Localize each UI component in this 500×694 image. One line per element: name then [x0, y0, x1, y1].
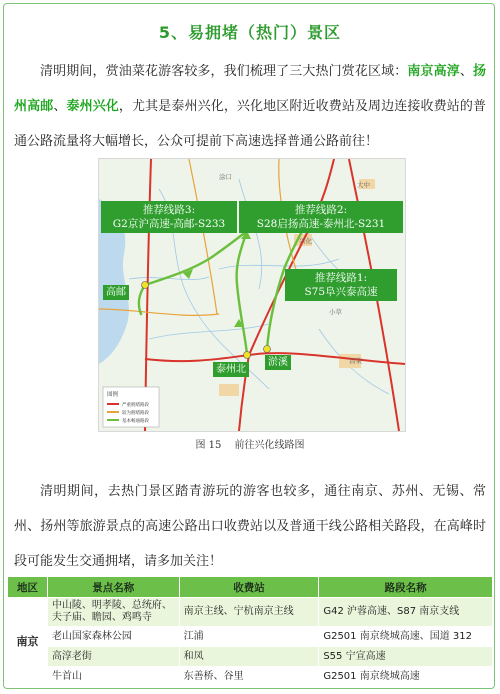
highlight-gaoyou: 扬州高邮 [14, 64, 486, 114]
table-row [8, 647, 493, 667]
route3-box [101, 201, 237, 233]
second-paragraph: 清明期间，去热门景区踏青游玩的游客也较多，通往南京、苏州、无锡、常州、扬州等旅游景点的高速公路出口收费站以及普通干线公路相关路段，在高峰时段可能发生交通拥堵，请多加关注！ [14, 484, 486, 569]
route3-title: 推荐线路3: [142, 204, 196, 216]
legend-title: 图例 [107, 392, 119, 398]
map-label-dougou: 涂口 [219, 173, 232, 181]
intro-paragraph [14, 54, 486, 159]
header-road: 路段名称 [319, 577, 493, 598]
intro-sep-1: 、 [459, 64, 473, 79]
map-legend [103, 387, 159, 427]
header-toll: 收费站 [179, 577, 319, 598]
road-cell: G2501 南京绕城高速 [319, 667, 493, 687]
table-row [8, 627, 493, 647]
header-spot: 景点名称 [47, 577, 179, 598]
intro-text-2: ，尤其是泰州兴化，兴化地区附近收费站及周边连接收费站的普通公路流量将大幅增长，公众可提前下高速选择普通公路前往！ [14, 99, 486, 149]
spot-cell: 老山国家森林公园 [47, 627, 179, 647]
map-label-xiaochao: 小草 [329, 308, 342, 316]
highlight-xinghua: 泰州兴化 [66, 99, 119, 114]
table-header-row [8, 577, 493, 598]
toll-cell: 和凤 [179, 647, 319, 667]
map-label-xinghua: 兴化 [299, 237, 312, 245]
map-label-changhe: 昌荣 [349, 357, 362, 365]
header-region: 地区 [8, 577, 48, 598]
figure-caption: 图 15 前往兴化线路图 [195, 440, 305, 451]
route1-desc: S75阜兴泰高速 [304, 286, 378, 298]
toll-cell: 东善桥、谷里 [179, 667, 319, 687]
scenic-spot-table [7, 576, 493, 687]
route2-box [239, 201, 403, 233]
table-row [8, 667, 493, 687]
road-cell: S55 宁宣高速 [319, 647, 493, 667]
spot-cell: 中山陵、明孝陵、总统府、夫子庙、瞻园、鸡鸣寺 [47, 598, 179, 627]
toll-cell: 江浦 [179, 627, 319, 647]
legend-item-severe: 严重拥堵路段 [122, 403, 149, 408]
highlight-gaochun: 南京高淳 [407, 64, 460, 79]
section-title: 5、易拥堵（热门）景区 [158, 23, 342, 42]
intro-sep-2: 、 [53, 99, 67, 114]
route3-desc: G2京沪高速-高邮-S233 [112, 218, 226, 230]
route1-title: 推荐线路1: [314, 272, 368, 284]
spot-cell: 牛首山 [47, 667, 179, 687]
route-map [98, 158, 406, 432]
toll-cell: 南京主线、宁杭南京主线 [179, 598, 319, 627]
legend-item-moderate: 较为拥堵路段 [122, 411, 149, 416]
map-label-dazhong: 大中 [357, 181, 370, 189]
road-cell: G42 沪蓉高速、S87 南京支线 [319, 598, 493, 627]
route2-desc: S28启扬高速-泰州北-S231 [256, 218, 386, 230]
intro-text-1: 清明期间，赏油菜花游客较多，我们梳理了三大热门赏花区域： [40, 64, 408, 79]
table-row [8, 598, 493, 627]
legend-item-clear: 基本畅通路段 [122, 419, 149, 424]
route2-title: 推荐线路2: [294, 204, 348, 216]
place-yuxi: 淤溪 [265, 355, 291, 370]
spot-cell: 高淳老街 [47, 647, 179, 667]
road-cell: G2501 南京绕城高速、国道 312 [319, 627, 493, 647]
place-taizhoubei: 泰州北 [213, 362, 249, 377]
region-cell: 南京 [8, 598, 48, 687]
route1-box [285, 269, 397, 301]
place-gaoyou: 高邮 [103, 285, 129, 300]
